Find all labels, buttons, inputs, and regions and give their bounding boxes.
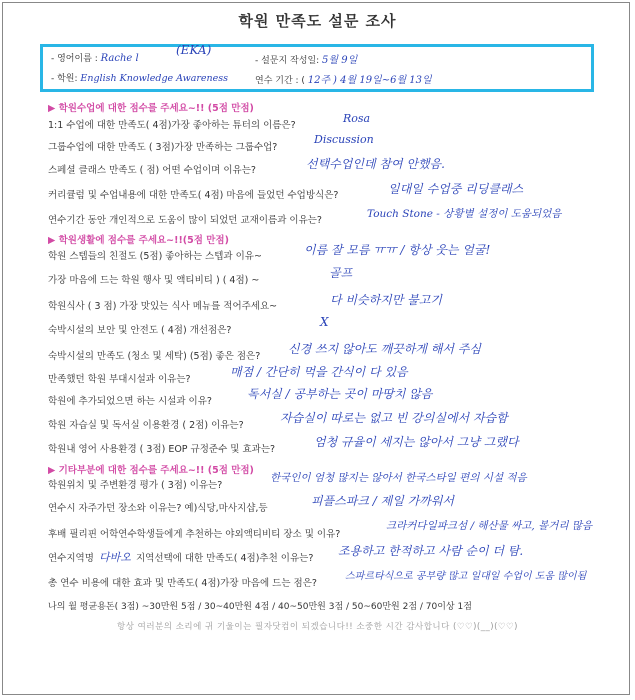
answer-text: 피플스파크 / 제일 가까워서 [311, 494, 454, 508]
name-field [51, 51, 139, 64]
question-row: 1:1 수업에 대한 만족도( 4점)가장 좋아하는 튜터의 이름은? Rosa [48, 112, 371, 131]
region-answer: 다바오 [98, 551, 131, 564]
question-row: 연수기간 동안 개인적으로 도움이 많이 되었던 교재이름과 이유는? Touch Stone - 상황별 설정이 도움되었음 [48, 208, 562, 226]
info-box [40, 44, 594, 92]
answer-text: 신경 쓰지 않아도 깨끗하게 해서 주심 [288, 342, 481, 356]
period-range: ) 4월 19일~6월 13일 [333, 75, 432, 86]
date-field [255, 51, 357, 66]
page-title: 학원 만족도 설문 조사 [238, 12, 397, 30]
period-label: 연수 기간 : ( [255, 76, 305, 86]
question-row: 학원식사 ( 3 점) 가장 맛있는 식사 메뉴를 적어주세요~ 다 비슷하지만 불고기 [48, 293, 442, 312]
answer-text: 조용하고 한적하고 사람 순이 더 탐. [338, 544, 524, 558]
answer-text: 독서실 / 공부하는 곳이 마땅치 않음 [247, 387, 433, 401]
name-label: - 영어이름 : [51, 54, 98, 64]
name-value: Rache l [100, 53, 139, 64]
period-weeks: 12주 [307, 75, 331, 86]
question-row: 학원 스텝들의 친절도 (5점) 좋아하는 스텝과 이유~ 이름 잘 모름 ㅠㅠ / 항상 웃는 얼굴! [48, 243, 491, 262]
question-row: 가장 마음에 드는 학원 행사 및 액티비티 ) ( 4점) ~ 골프 [48, 266, 353, 286]
school-value: English Knowledge Awareness [80, 73, 229, 84]
answer-text: 스파르타식으로 공부량 많고 일대일 수업이 도움 많이됨 [345, 571, 587, 582]
question-row: 숙박시설의 보안 및 안전도 ( 4점) 개선점은? X [48, 315, 329, 336]
answer-text: X [320, 315, 329, 329]
question-row: 만족했던 학원 부대시설과 이유는? 매점 / 간단히 먹을 간식이 다 있음 [48, 365, 408, 385]
answer-text: 자습실이 따로는 없고 빈 강의실에서 자습함 [280, 411, 508, 425]
question-row: 그룹수업에 대한 만족도 ( 3점)가장 만족하는 그룹수업? Discussion [48, 133, 374, 153]
question-row: 학원내 영어 사용환경 ( 3점) EOP 규정준수 및 효과는? 엄청 규율이 세지는 않아서 그냥 그랬다 [48, 435, 519, 455]
question-row: 총 연수 비용에 대한 효과 및 만족도( 4점)가장 마음에 드는 점은? 스파르타식으로 공부량 많고 일대일 수업이 도움 많이됨 [48, 571, 317, 585]
section-header-classes: ▶ 학원수업에 대한 점수를 주세요~!! (5점 만점) [48, 103, 254, 114]
question-row: 학원 자습실 및 독서실 이용환경 ( 2점) 이유는? 자습실이 따로는 없고 빈 강의실에서 자습함 [48, 411, 508, 431]
answer-text: 이름 잘 모름 ㅠㅠ / 항상 웃는 얼굴! [304, 243, 491, 257]
question-row: 학원에 추가되었으면 하는 시설과 이유? 독서실 / 공부하는 곳이 마땅치 않음 [48, 387, 433, 407]
answer-text: Touch Stone - 상황별 설정이 도움되었음 [367, 208, 562, 220]
date-label: - 설문지 작성일: [255, 56, 320, 66]
answer-text: 선택수업인데 참여 안했음. [306, 157, 445, 171]
question-row: 커리큘럼 및 수업내용에 대한 만족도( 4점) 마음에 들었던 수업방식은? 일대일 수업중 리딩클래스 [48, 182, 524, 201]
section-header-other: ▶ 기타부분에 대한 점수를 주세요~!! (5점 만점) [48, 465, 254, 476]
question-row: 연수시 자주가던 장소와 이유는? 예)식당,마사지샵,등 피플스파크 / 제일 가까워서 [48, 494, 454, 514]
school-field [51, 71, 228, 84]
period-field [255, 71, 432, 86]
footer-message: 항상 여러분의 소리에 귀 기울이는 필자닷컴이 되겠습니다!! 소중한 시간 감사합니다 (♡♡)(__)(♡♡) [117, 622, 518, 632]
answer-text: 엄청 규율이 세지는 않아서 그냥 그랬다 [314, 435, 519, 449]
section-header-life: ▶ 학원생활에 점수를 주세요~!!(5점 만점) [48, 235, 229, 246]
answer-text: 크라커다일파크섬 / 해산물 싸고, 볼거리 많음 [386, 520, 593, 532]
name-extra: (EKA) [176, 43, 212, 57]
question-row: 연수지역명 다바오 지역선택에 대한 만족도( 4점)추천 이유는? 조용하고 한적하고 사람 순이 더 탐. [48, 544, 524, 564]
answer-text: 일대일 수업중 리딩클래스 [388, 182, 524, 196]
answer-text: 매점 / 간단히 먹을 간식이 다 있음 [230, 365, 408, 379]
answer-text: Rosa [343, 112, 371, 125]
question-row: 후배 필리핀 어학연수학생들에게 추천하는 야외액티비티 장소 및 이유? 크라커다일파크섬 / 해산물 싸고, 볼거리 많음 [48, 520, 593, 540]
question-row: 학원위치 및 주변환경 평가 ( 3점) 이유는? 한국인이 엄청 많지는 않아서 한국스타일 편의 시설 적음 [48, 472, 527, 491]
answer-text: 다 비슷하지만 불고기 [330, 293, 442, 307]
date-value: 5월 9일 [322, 55, 358, 66]
question-row: 나의 월 평균용돈( 3점) ~30만원 5점 / 30~40만원 4점 / 40~50만원 3점 / 50~60만원 2점 / 70이상 1점 [48, 602, 472, 612]
question-row: 스페셜 클래스 만족도 ( 점) 어떤 수업이며 이유는? 선택수업인데 참여 안했음. [48, 157, 445, 176]
answer-text: Discussion [314, 133, 374, 146]
answer-text: 골프 [329, 266, 353, 280]
answer-text: 한국인이 엄청 많지는 않아서 한국스타일 편의 시설 적음 [270, 472, 527, 484]
school-label: - 학원: [51, 74, 78, 84]
question-row: 숙박시설의 만족도 (청소 및 세탁) (5점) 좋은 점은? 신경 쓰지 않아도 깨끗하게 해서 주심 [48, 342, 481, 362]
